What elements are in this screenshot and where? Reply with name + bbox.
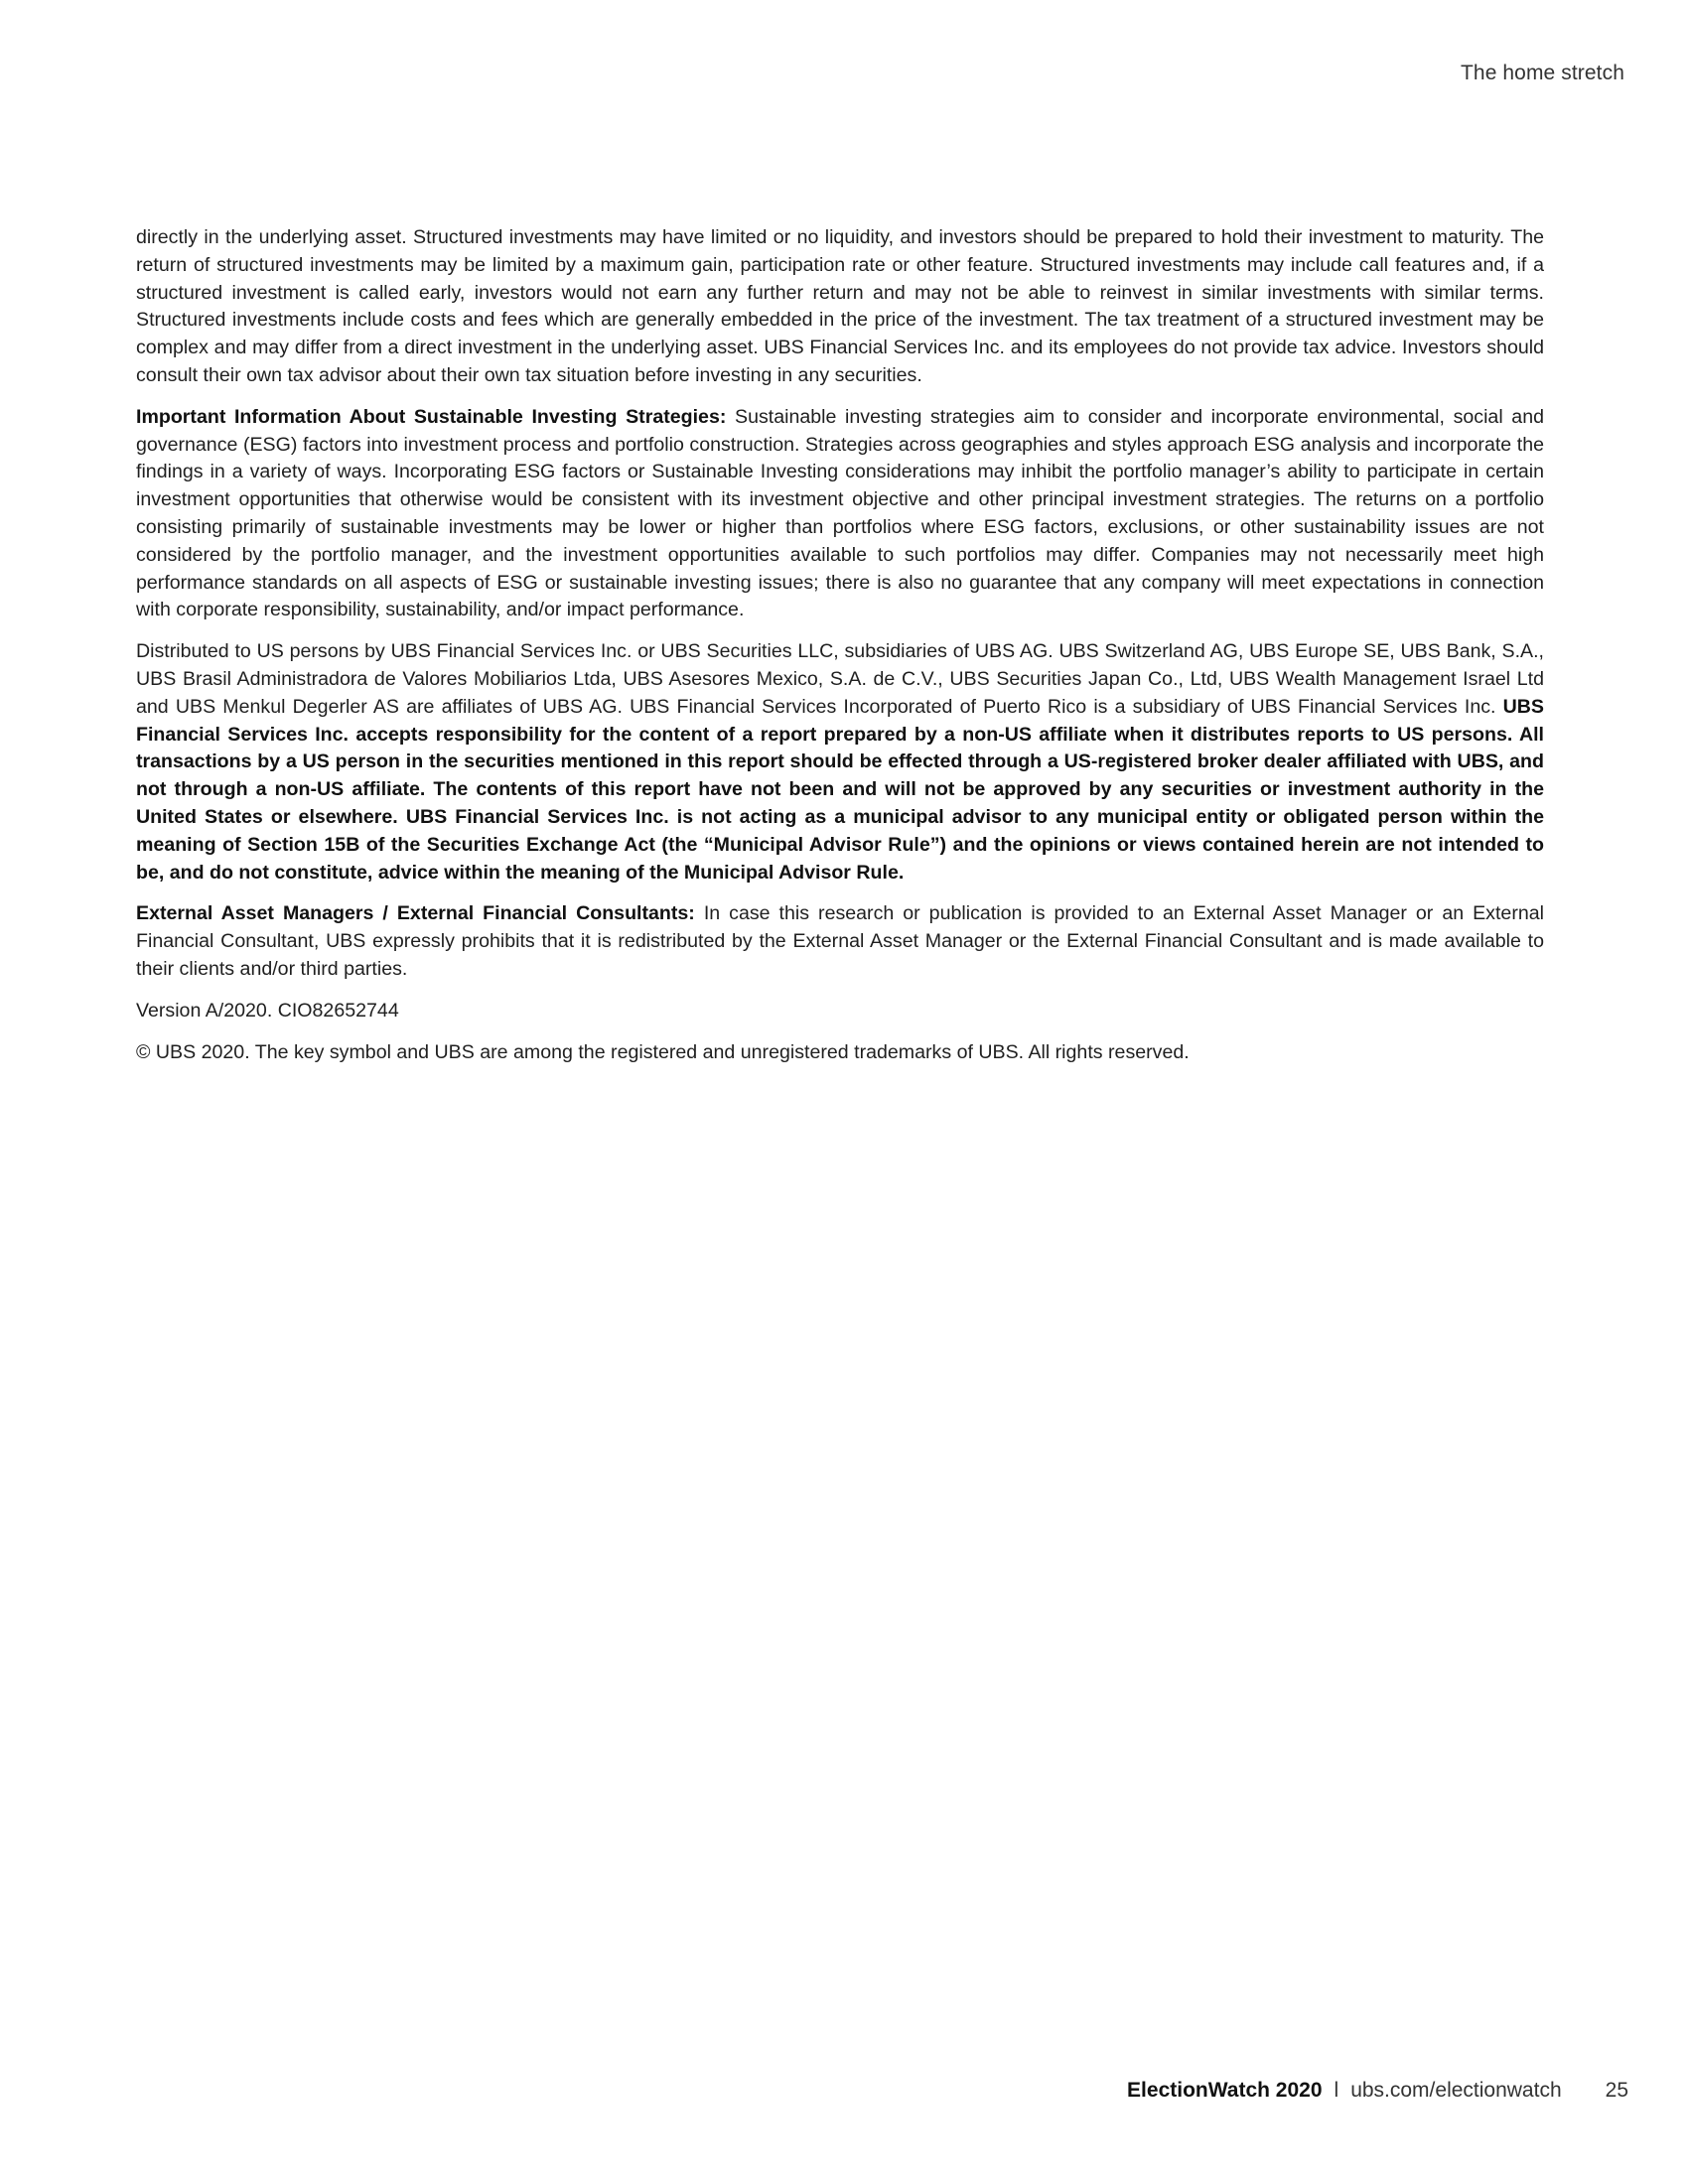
copyright-line: © UBS 2020. The key symbol and UBS are among the registered and unregistered trademarks of UBS. All rights reserved.	[136, 1040, 1190, 1063]
sustainable-investing-heading: Important Information About Sustainable Investing Strategies:	[136, 405, 727, 428]
external-managers-heading: External Asset Managers / External Financial Consultants:	[136, 902, 695, 925]
distribution-bold-text: UBS Financial Services Inc. accepts responsibility for the content of a report prepared by a non-US affiliate when it distributes reports to US persons. All transactions by a US person in the securities mentioned in this report should be effected through a US-registered broker dealer affiliated with UBS, and not through a non-US affiliate. The contents of this report have not been and will not be approved by any securities or investment authority in the United States or elsewhere. UBS Financial Services Inc. is not acting as a municipal advisor to any municipal entity or obligated person within the meaning of Section 15B of the Securities Exchange Act (the “Municipal Advisor Rule”) and the opinions or views contained herein are not intended to be, and do not constitute, advice within the meaning of the Municipal Advisor Rule.	[136, 695, 1544, 884]
page-number: 25	[1605, 2079, 1628, 2102]
footer-separator: l	[1334, 2079, 1339, 2102]
structured-investments-paragraph: directly in the underlying asset. Structured investments may have limited or no liquidity, and investors should be prepared to hold their investment to maturity. The return of structured investments may be limited by a maximum gain, participation rate or other feature. Structured investments may include call features and, if a structured investment is called early, investors would not earn any further return and may not be able to reinvest in similar investments with similar terms. Structured investments include costs and fees which are generally embedded in the price of the investment. The tax treatment of a structured investment may be complex and may differ from a direct investment in the underlying asset. UBS Financial Services Inc. and its employees do not provide tax advice. Investors should consult their own tax advisor about their own tax situation before investing in any securities.	[136, 226, 1544, 386]
distribution-text: Distributed to US persons by UBS Financial Services Inc. or UBS Securities LLC, subsidiaries of UBS AG. UBS Switzerland AG, UBS Europe SE, UBS Bank, S.A., UBS Brasil Administradora de Valores Mobiliarios Ltda, UBS Asesores Mexico, S.A. de C.V., UBS Securities Japan Co., Ltd, UBS Wealth Management Israel Ltd and UBS Menkul Degerler AS are affiliates of UBS AG. UBS Financial Services Incorporated of Puerto Rico is a subsidiary of UBS Financial Services Inc.	[136, 640, 1544, 718]
external-managers-paragraph	[136, 900, 1544, 983]
distribution-paragraph	[136, 638, 1544, 887]
publication-title: ElectionWatch 2020	[1127, 2079, 1323, 2102]
sustainable-investing-text: Sustainable investing strategies aim to consider and incorporate environmental, social and governance (ESG) factors into investment process and portfolio construction. Strategies across geographies and styles approach ESG analysis and incorporate the findings in a variety of ways. Incorporating ESG factors or Sustainable Investing considerations may inhibit the portfolio manager’s ability to participate in certain investment opportunities that otherwise would be consistent with its investment objective and other principal investment strategies. The returns on a portfolio consisting primarily of sustainable investments may be lower or higher than portfolios where ESG factors, exclusions, or other sustainability issues are not considered by the portfolio manager, and the investment opportunities available to such portfolios may differ. Companies may not necessarily meet high performance standards on all aspects of ESG or sustainable investing issues; there is also no guarantee that any company will meet expectations in connection with corporate responsibility, sustainability, and/or impact performance.	[136, 405, 1544, 621]
disclaimer-body	[136, 224, 1544, 1080]
external-managers-text: In case this research or publication is provided to an External Asset Manager or an External Financial Consultant, UBS expressly prohibits that it is redistributed by the External Asset Manager or the External Financial Consultant and is made available to their clients and/or third parties.	[136, 902, 1544, 980]
version-line: Version A/2020. CIO82652744	[136, 999, 399, 1022]
footer-url-link[interactable]: ubs.com/electionwatch	[1350, 2079, 1562, 2102]
running-header-title: The home stretch	[1460, 62, 1624, 84]
sustainable-investing-paragraph	[136, 404, 1544, 624]
page-footer	[1127, 2079, 1628, 2103]
